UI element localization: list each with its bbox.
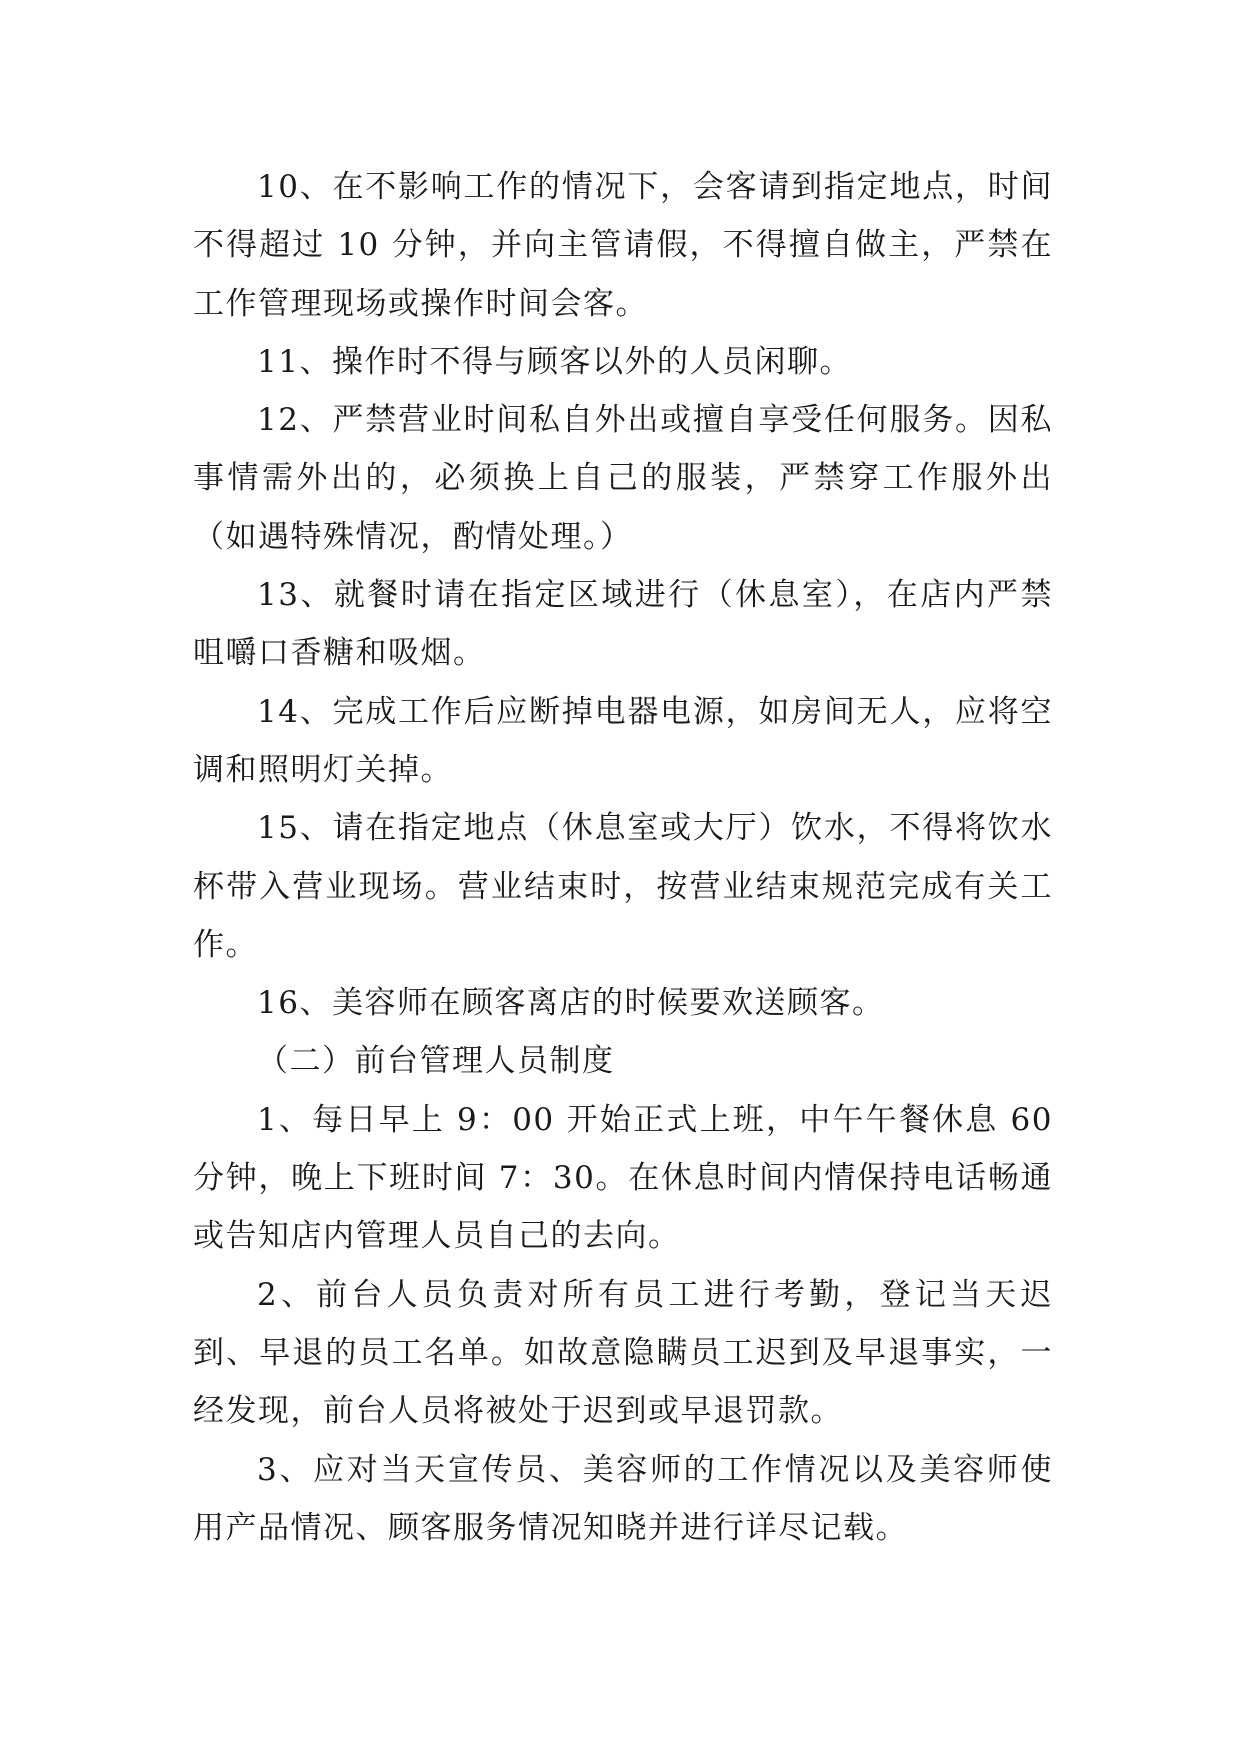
paragraph-rule-10: 10、在不影响工作的情况下，会客请到指定地点，时间不得超过 10 分钟，并向主管请假，不得擅自做主，严禁在工作管理现场或操作时间会客。 [193, 169, 1053, 322]
paragraph-front-desk-1: 1、每日早上 9：00 开始正式上班，中午午餐休息 60 分钟，晚上下班时间 7：30。在休息时间内情保持电话畅通或告知店内管理人员自己的去向。 [193, 1101, 1053, 1255]
paragraph-rule-16: 16、美容师在顾客离店的时候要欢送顾客。 [257, 985, 885, 1022]
paragraph-front-desk-3: 3、应对当天宣传员、美容师的工作情况以及美容师使用产品情况、顾客服务情况知晓并进行详尽记载。 [193, 1451, 1053, 1546]
paragraph-rule-12: 12、严禁营业时间私自外出或擅自享受任何服务。因私事情需外出的，必须换上自己的服装，严禁穿工作服外出（如遇特殊情况，酌情处理。） [193, 402, 1053, 555]
section-heading: （二）前台管理人员制度 [257, 1043, 615, 1080]
paragraph-rule-15: 15、请在指定地点（休息室或大厅）饮水，不得将饮水杯带入营业现场。营业结束时，按营业结束规范完成有关工作。 [193, 810, 1053, 963]
paragraph-front-desk-2: 2、前台人员负责对所有员工进行考勤，登记当天迟到、早退的员工名单。如故意隐瞒员工迟到及早退事实，一经发现，前台人员将被处于迟到或早退罚款。 [193, 1276, 1053, 1430]
paragraph-rule-11: 11、操作时不得与顾客以外的人员闲聊。 [257, 343, 852, 380]
document-body [193, 158, 1053, 1557]
paragraph-rule-14: 14、完成工作后应断掉电器电源，如房间无人，应将空调和照明灯关掉。 [193, 693, 1053, 788]
paragraph-rule-13: 13、就餐时请在指定区域进行（休息室），在店内严禁咀嚼口香糖和吸烟。 [193, 577, 1053, 672]
